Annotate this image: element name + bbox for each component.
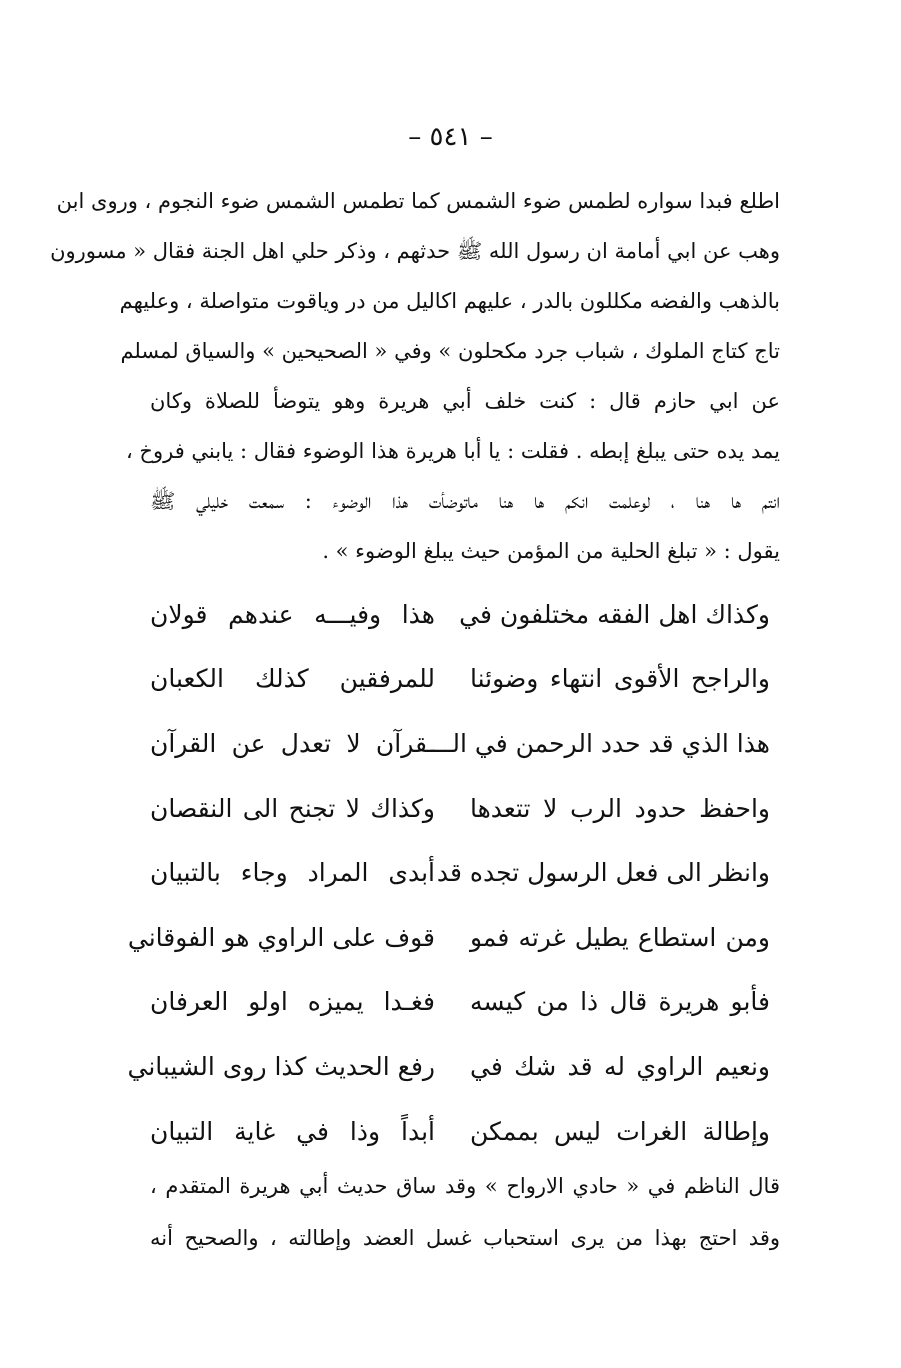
poem-verse [150, 840, 770, 905]
verse-second-hemistich: فغـدا يميزه اولو العرفان [150, 987, 435, 1017]
poem-verse [127, 1034, 770, 1099]
poem-verse [150, 711, 770, 776]
verse-second-hemistich: للمرفقين كذلك الكعبان [150, 664, 435, 694]
prose-line: قال الناظم في « حادي الارواح » وقد ساق حديث أبي هريرة المتقدم ، [150, 1174, 780, 1198]
prose-line: يمد يده حتى يبلغ إبطه . فقلت : يا أبا هريرة هذا الوضوء فقال : يابني فروخ ، [125, 439, 780, 463]
verse-second-hemistich: قوف على الراوي هو الفوقاني [127, 922, 435, 952]
verse-first-hemistich: والراجح الأقوى انتهاء وضوئنا [470, 664, 770, 694]
prose-line: وقد احتج بهذا من يرى استحباب غسل العضد وإطالته ، والصحيح أنه [150, 1226, 780, 1250]
verse-second-hemistich: وكذاك لا تجنح الى النقصان [150, 793, 435, 823]
prose-line: عن ابي حازم قال : كنت خلف أبي هريرة وهو يتوضأ للصلاة وكان [150, 389, 780, 413]
verse-second-hemistich: هذا وفيـــه عندهم قولان [150, 599, 435, 629]
prose-line: تاج كتاج الملوك ، شباب جرد مكحلون » وفي « الصحيحين » والسياق لمسلم [120, 339, 780, 363]
verse-second-hemistich: رفع الحديث كذا روى الشيباني [127, 1051, 435, 1081]
prose-line: اطلع فبدا سواره لطمس ضوء الشمس كما تطمس الشمس ضوء النجوم ، وروى ابن [56, 189, 780, 213]
prose-line: انتم ها هنا ، لوعلمت انكم ها هنا ماتوضأت هذا الوضوء : سمعت خليلي ﷺ [150, 489, 780, 513]
verse-first-hemistich: فأبو هريرة قال ذا من كيسه [470, 987, 770, 1017]
poem-verse [150, 970, 770, 1035]
verse-first-hemistich: وإطالة الغرات ليس بممكن [470, 1116, 770, 1146]
verse-first-hemistich: ونعيم الراوي له قد شك في [470, 1051, 770, 1081]
verse-second-hemistich: ـقرآن لا تعدل عن القرآن [150, 728, 435, 758]
prose-line: بالذهب والفضه مكللون بالدر ، عليهم اكاليل من در وياقوت متواصلة ، وعليهم [119, 289, 780, 313]
prose-paragraph-bottom [150, 1160, 780, 1264]
verse-first-hemistich: واحفظ حدود الرب لا تتعدها [470, 793, 770, 823]
verse-first-hemistich: ومن استطاع يطيل غرته فمو [470, 922, 770, 952]
verse-second-hemistich: أبداً وذا في غاية التبيان [150, 1116, 435, 1146]
page-number: – ٥٤١ – [408, 122, 493, 152]
poem-verse [150, 1099, 770, 1164]
poem-verse [150, 776, 770, 841]
poem-verse [150, 647, 770, 712]
prose-paragraph-top [50, 176, 780, 576]
verse-first-hemistich: وكذاك اهل الفقه مختلفون في [459, 599, 770, 629]
verse-second-hemistich: أبدى المراد وجاء بالتبيان [150, 858, 435, 888]
verse-first-hemistich: هذا الذي قد حدد الرحمن في الـــ [430, 728, 770, 758]
poem-verse [127, 905, 770, 970]
prose-line: وهب عن ابي أمامة ان رسول الله ﷺ حدثهم ، وذكر حلي اهل الجنة فقال « مسورون [50, 239, 780, 263]
poem-verse [150, 582, 770, 647]
verse-first-hemistich: وانظر الى فعل الرسول تجده قد [436, 858, 770, 888]
poem [127, 582, 770, 1163]
prose-line-last: يقول : « تبلغ الحلية من المؤمن حيث يبلغ الوضوء » . [322, 539, 780, 563]
